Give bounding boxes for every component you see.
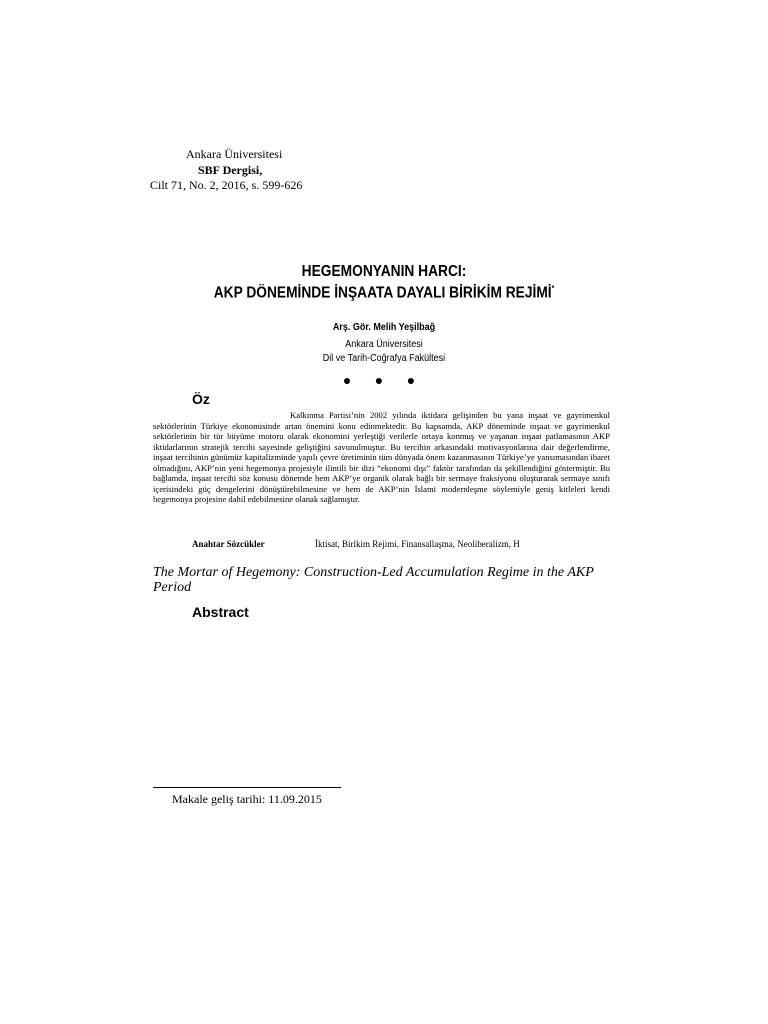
journal-institution: Ankara Üniversitesi (186, 147, 283, 161)
footnote-rule (153, 787, 341, 788)
journal-name: SBF Dergisi, (198, 163, 263, 177)
title-footnote-mark: * (551, 284, 555, 293)
english-title: The Mortar of Hegemony: Construction-Led Accumulation Regime in the AKP Period (153, 565, 594, 595)
journal-citation: Cilt 71, No. 2, 2016, s. 599-626 (150, 178, 303, 192)
author-name: Arş. Gör. Melih Yeşilbağ (332, 322, 436, 333)
author-faculty: Dil ve Tarih-Coğrafya Fakültesi (322, 353, 446, 364)
footnote: Makale geliş tarihi: 11.09.2015 (172, 792, 322, 806)
author-institution: Ankara Üniversitesi (345, 339, 423, 350)
oz-body-text: Kalkınma Partisi’nin 2002 yılında iktidara gelişinden bu yana inşaat ve gayrimenkul sektörlerinin Türkiye ekonomisinde artan önemini konu edinmektedir. Bu kapsamda, AKP döneminde inşaat ve gayrimenkul sektörlerinin bir tür büyüme motoru olarak ekonomini yerleştiği verilerle ortaya konmuş ve yaşanan inşaat patlamasının AKP iktidarlarının stratejik tercihi sayesinde geliştiğini savunulmuştur. Bu tercihin arkasındaki motivasyonlarına dair değerlendirme, inşaat tercihinin günümüz kapitalizminde yapılı çevre üretiminin tüm dünyada önem kazanmasının Türkiye’ye yansımasından ibaret olmadığını, AKP’nin yeni hegemonya projesiyle ilintili bir dizi “ekonomi dışı” faktör tarafından da şekillendiğini göstermiştir. Bu bağlamda, inşaat tercihi söz konusu dönemde hem AKP’ye organik olarak bağlı bir sermaye fraksiyonu oluşturarak sermaye sınıfı içerisindeki güç dengelerini dönüştürebilmesine ve hem de AKP’nin İslami modernleşme söylemiyle geniş kitleleri kendi hegemonya projesine dahil edebilmesine olanak sağlamıştır. (153, 410, 610, 504)
abstract-heading: Abstract (192, 604, 249, 620)
title-line-2-text: AKP DÖNEMİNDE İNŞAATA DAYALI BİRİKİM REJİMİ (213, 284, 552, 302)
title-line-1: HEGEMONYANIN HARCI: (301, 263, 467, 280)
oz-body (153, 410, 610, 505)
section-separator: ● ● ● (342, 374, 426, 389)
keywords-value: İktisat, Birikim Rejimi, Finansallaşma, Neoliberalizm, H (315, 539, 520, 549)
oz-heading: Öz (192, 391, 210, 407)
keywords-label: Anahtar Sözcükler (192, 539, 265, 549)
title-line-2 (54, 284, 714, 302)
